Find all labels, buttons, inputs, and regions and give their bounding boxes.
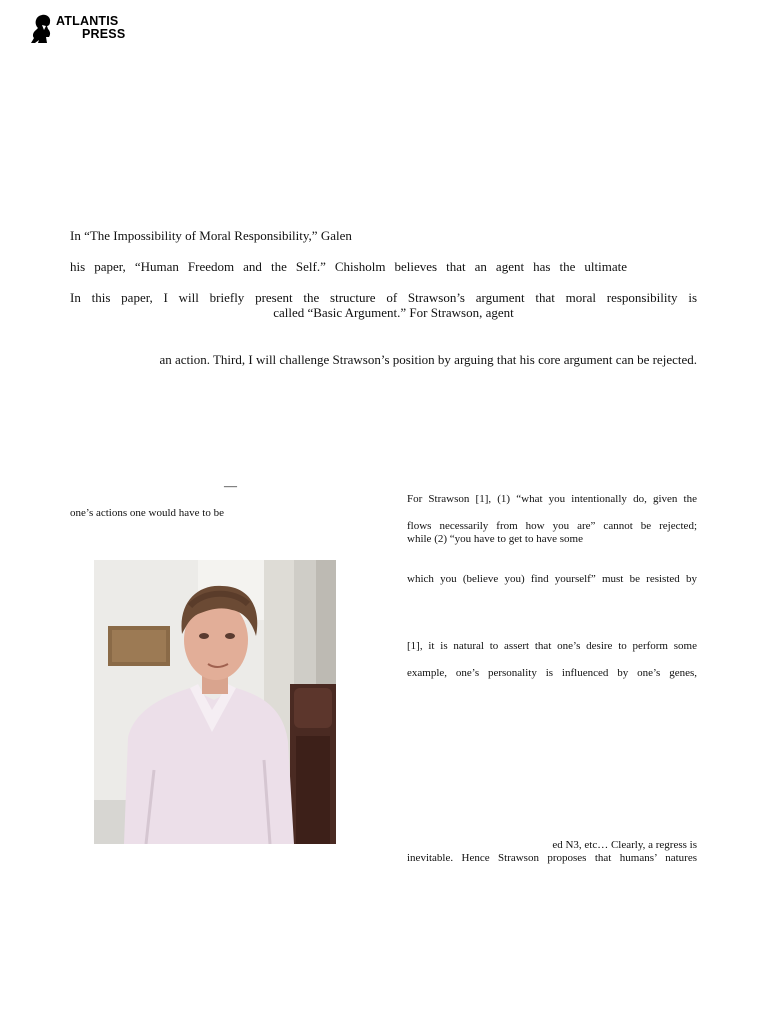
- right-column-line-7: ed N3, etc… Clearly, a regress is: [552, 839, 697, 851]
- paragraph-challenge: an action. Third, I will challenge Strawson’s position by arguing that his core argument can be rejected.: [159, 352, 697, 367]
- right-column-line-8: inevitable. Hence Strawson proposes that humans’ natures: [407, 852, 697, 864]
- logo-text-atlantis: ATLANTIS: [56, 14, 119, 28]
- right-column-line-2: flows necessarily from how you are” cannot be rejected;: [407, 520, 697, 532]
- right-column-line-1: For Strawson [1], (1) “what you intentionally do, given the: [407, 493, 697, 505]
- thinker-silhouette-icon: [30, 14, 54, 44]
- paragraph-structure-line1: In this paper, I will briefly present the structure of Strawson’s argument that moral responsibility is: [70, 290, 697, 305]
- publisher-logo: [30, 14, 126, 46]
- logo-text-press: PRESS: [82, 27, 126, 41]
- left-column-line: one’s actions one would have to be: [70, 507, 224, 519]
- paragraph-chisholm: his paper, “Human Freedom and the Self.” Chisholm believes that an agent has the ultimate: [70, 259, 627, 274]
- right-column-line-4: which you (believe you) find yourself” must be resisted by: [407, 573, 697, 585]
- author-photo-image: [94, 560, 336, 844]
- paragraph-intro: In “The Impossibility of Moral Responsibility,” Galen: [70, 228, 352, 243]
- paragraph-structure-line2: called “Basic Argument.” For Strawson, agent: [273, 305, 514, 320]
- em-dash: —: [224, 478, 237, 493]
- right-column-line-5: [1], it is natural to assert that one’s desire to perform some: [407, 640, 697, 652]
- right-column-line-3: while (2) “you have to get to have some: [407, 533, 583, 545]
- right-column-line-6: example, one’s personality is influenced by one’s genes,: [407, 667, 697, 679]
- author-photo: [94, 560, 336, 844]
